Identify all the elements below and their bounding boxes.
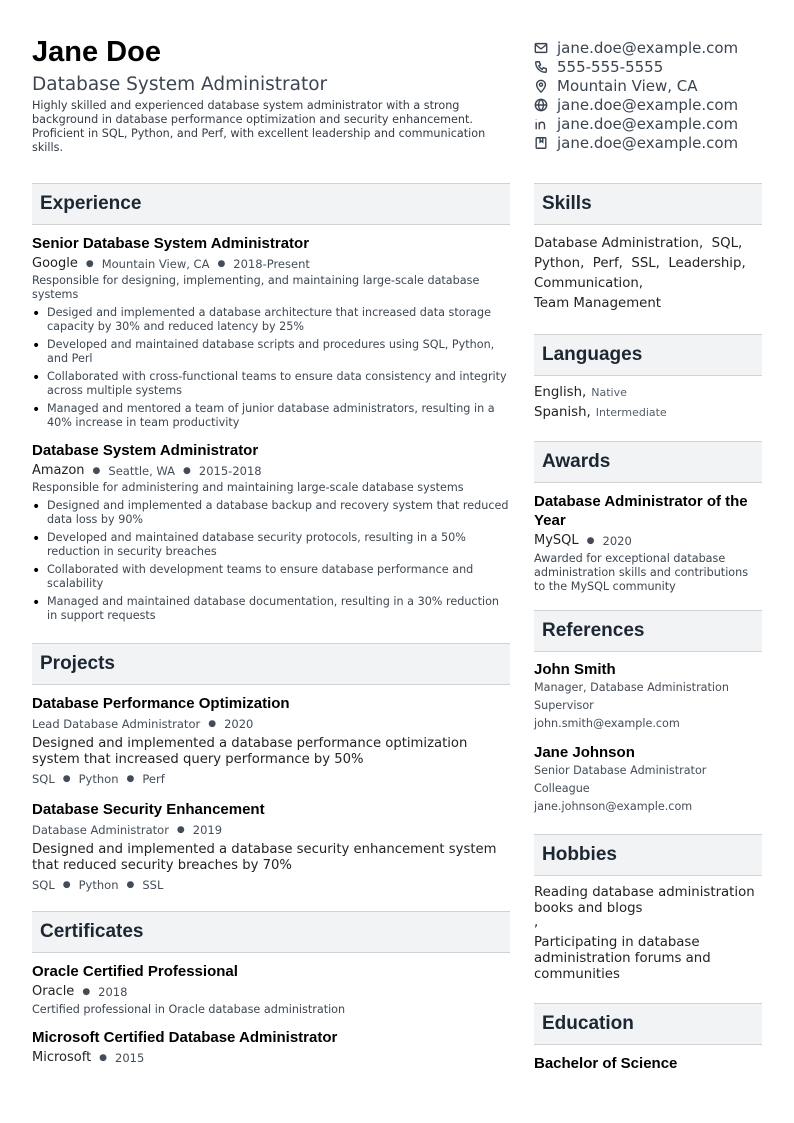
job-description: Responsible for administering and maintaining large-scale database systems: [32, 481, 464, 494]
certificate-year: 2018: [98, 985, 128, 999]
education-heading: Education: [534, 1003, 762, 1045]
certificate-year: 2015: [115, 1051, 145, 1065]
certificate-title: Microsoft Certified Database Administrator: [32, 1029, 338, 1046]
job-meta: [32, 463, 510, 479]
project-tag: SQL: [32, 878, 55, 892]
certificate-entry: [32, 963, 510, 1017]
certificate-issuer: Oracle: [32, 984, 75, 999]
phone-icon: [534, 60, 548, 74]
separator-dot: ●: [62, 880, 71, 890]
awards-heading: Awards: [534, 441, 762, 483]
separator-dot: ●: [183, 466, 191, 476]
contact-website[interactable]: [534, 95, 764, 114]
job-dates: 2018-Present: [233, 257, 310, 271]
contact-text: Mountain View, CA: [557, 76, 698, 95]
separator-dot: ●: [586, 536, 595, 546]
skill-item: Python,: [534, 256, 585, 271]
contact-location: [534, 76, 764, 95]
job-dates: 2015-2018: [198, 464, 262, 478]
project-tag: Perf: [142, 772, 165, 786]
contact-email[interactable]: [534, 38, 764, 57]
project-tag: Python: [78, 878, 119, 892]
job-bullet: • Collaborated with development teams to ensure database performance and scalability: [32, 563, 510, 591]
job-bullet: • Managed and mentored a team of junior database administrators, resulting in a 40% increase in team productivity: [32, 402, 510, 430]
education-degree: Bachelor of Science: [534, 1055, 678, 1072]
contact-text: jane.doe@example.com: [557, 114, 739, 133]
language-item: [534, 383, 762, 403]
hobby-item: Participating in database administration forums and communities: [534, 935, 711, 982]
reference-position: Manager, Database Administration: [534, 681, 729, 694]
hobbies-list: [534, 885, 762, 983]
certificate-issuer: Microsoft: [32, 1050, 92, 1065]
bookmark-icon: [534, 136, 548, 150]
project-meta: [32, 822, 510, 838]
job-bullets: [32, 499, 510, 623]
skill-item: Perf,: [592, 256, 623, 271]
language-item: [534, 403, 762, 423]
skill-item: Leadership,: [668, 256, 746, 271]
language-name: Spanish,: [534, 405, 591, 420]
project-title: Database Performance Optimization: [32, 695, 290, 712]
contact-text: jane.doe@example.com: [557, 133, 739, 152]
certificate-meta: [32, 1050, 510, 1066]
project-entry: [32, 801, 510, 893]
job-bullet: • Desiged and implemented a database architecture that increased data storage capacity by 30% and reduced latency by 25%: [32, 306, 510, 334]
projects-heading: Projects: [32, 643, 510, 685]
language-level: Intermediate: [595, 406, 667, 419]
separator-dot: ●: [99, 1053, 108, 1063]
project-tags: [32, 771, 510, 787]
location-icon: [534, 79, 548, 93]
project-tag: SSL: [142, 878, 164, 892]
reference-name: Jane Johnson: [534, 744, 635, 761]
separator-dot: ●: [217, 259, 226, 269]
separator-dot: ●: [82, 987, 91, 997]
skills-list: [534, 234, 762, 314]
skill-item: Database Administration,: [534, 236, 704, 251]
contact-text: jane.doe@example.com: [557, 95, 739, 114]
award-description: Awarded for exceptional database administration skills and contributions to the MySQL community: [534, 552, 749, 593]
contact-text: 555-555-5555: [557, 57, 664, 76]
reference-name: John Smith: [534, 661, 616, 678]
job-entry: [32, 442, 510, 623]
separator-dot: ●: [92, 466, 101, 476]
separator-dot: ●: [126, 880, 135, 890]
hobbies-heading: Hobbies: [534, 834, 762, 876]
reference-relation: Supervisor: [534, 699, 594, 712]
reference-position: Senior Database Administrator: [534, 764, 707, 777]
skill-item: Team Management: [534, 296, 661, 311]
contact-list: [534, 38, 764, 152]
project-tag: Python: [78, 772, 119, 786]
project-year: 2019: [192, 823, 223, 837]
award-entry: [534, 492, 762, 594]
separator-dot: ●: [85, 259, 94, 269]
hobby-separator: ,: [534, 915, 539, 930]
separator-dot: ●: [208, 719, 217, 729]
project-description: Designed and implemented a database security enhancement system that reduced security breaches by 70%: [32, 842, 497, 873]
project-entry: [32, 695, 510, 787]
separator-dot: ●: [62, 774, 71, 784]
candidate-name: Jane Doe: [32, 36, 161, 68]
separator-dot: ●: [176, 825, 185, 835]
reference-relation: Colleague: [534, 782, 590, 795]
reference-email[interactable]: john.smith@example.com: [534, 717, 680, 730]
mail-icon: [534, 41, 548, 55]
hobby-item: Reading database administration books and blogs: [534, 885, 755, 916]
reference-entry: [534, 661, 762, 733]
language-level: Native: [591, 386, 627, 399]
skills-heading: Skills: [534, 183, 762, 225]
contact-portfolio[interactable]: [534, 133, 764, 152]
job-description: Responsible for designing, implementing, and maintaining large-scale database systems: [32, 274, 480, 301]
job-company: Amazon: [32, 463, 85, 478]
job-bullet: • Collaborated with cross-functional teams to ensure data consistency and integrity across multiple systems: [32, 370, 510, 398]
job-location: Mountain View, CA: [101, 257, 210, 271]
contact-linkedin[interactable]: [534, 114, 764, 133]
job-company: Google: [32, 256, 78, 271]
job-title: Senior Database System Administrator: [32, 235, 310, 252]
job-bullet: • Designed and implemented a database backup and recovery system that reduced data loss by 90%: [32, 499, 510, 527]
experience-heading: Experience: [32, 183, 510, 225]
languages-list: [534, 383, 762, 423]
certificate-title: Oracle Certified Professional: [32, 963, 238, 980]
skill-item: SSL,: [631, 256, 660, 271]
contact-phone[interactable]: [534, 57, 764, 76]
project-role: Database Administrator: [32, 823, 169, 837]
project-year: 2020: [224, 717, 254, 731]
languages-heading: Languages: [534, 334, 762, 376]
job-bullet: • Managed and maintained database documentation, resulting in a 30% reduction in support requests: [32, 595, 510, 623]
profile-summary: Highly skilled and experienced database system administrator with a strong background in database performance optimization and security enhancement. Proficient in SQL, Python, and Perf, with excellent leadership and communication skills.: [32, 99, 486, 154]
left-column: [32, 183, 510, 1066]
contact-text: jane.doe@example.com: [557, 38, 739, 57]
project-role: Lead Database Administrator: [32, 717, 201, 731]
reference-email[interactable]: jane.johnson@example.com: [534, 800, 693, 813]
language-name: English,: [534, 385, 587, 400]
award-year: 2020: [602, 534, 632, 548]
certificates-heading: Certificates: [32, 911, 510, 953]
project-title: Database Security Enhancement: [32, 801, 265, 818]
references-heading: References: [534, 610, 762, 652]
certificate-description: Certified professional in Oracle database administration: [32, 1003, 346, 1016]
skill-item: Communication,: [534, 276, 644, 291]
award-meta: [534, 533, 762, 549]
certificate-entry: [32, 1029, 510, 1066]
certificate-meta: [32, 984, 510, 1000]
globe-icon: [534, 98, 548, 112]
award-title: Database Administrator of the Year: [534, 493, 748, 529]
job-meta: [32, 256, 510, 272]
job-bullet: • Developed and maintained database security protocols, resulting in a 50% reduction in security breaches: [32, 531, 510, 559]
job-entry: [32, 235, 510, 430]
resume-page: [32, 30, 762, 1110]
right-column: [534, 183, 762, 1073]
reference-entry: [534, 744, 762, 816]
candidate-role: Database System Administrator: [32, 74, 328, 95]
project-tags: [32, 877, 510, 893]
resume-header: [32, 30, 762, 180]
skill-item: SQL,: [711, 236, 743, 251]
project-description: Designed and implemented a database performance optimization system that increased query performance by 50%: [32, 736, 468, 767]
linkedin-icon: [534, 117, 548, 131]
job-title: Database System Administrator: [32, 442, 259, 459]
project-tag: SQL: [32, 772, 55, 786]
job-bullets: [32, 306, 510, 430]
job-location: Seattle, WA: [108, 464, 176, 478]
award-issuer: MySQL: [534, 533, 579, 548]
project-meta: [32, 716, 510, 732]
separator-dot: ●: [126, 774, 135, 784]
job-bullet: • Developed and maintained database scripts and procedures using SQL, Python, and Perl: [32, 338, 510, 366]
